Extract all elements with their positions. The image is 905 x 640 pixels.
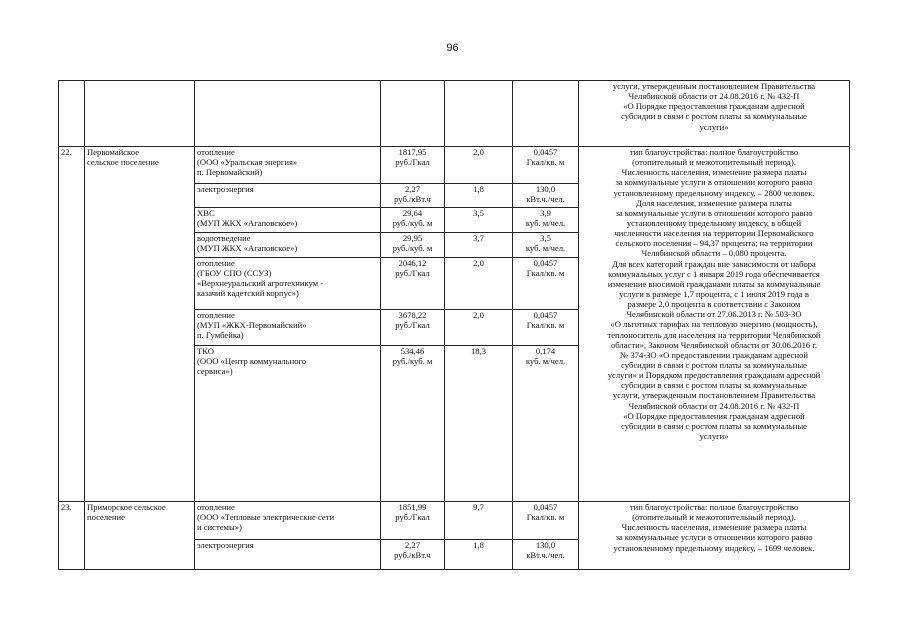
service-name: электроэнергия xyxy=(195,540,381,570)
norm-cell xyxy=(513,81,579,147)
norm-value: 3,5 куб. м/чел. xyxy=(513,233,579,258)
percent-value: 2,0 xyxy=(445,258,513,310)
service-name: отопление (МУП «ЖКХ-Первомайский» п. Гумбейка) xyxy=(195,310,381,346)
tariff-value: 2,27 руб./кВт.ч xyxy=(381,540,445,570)
norm-value: 0,0457 Гкал/кв. м xyxy=(513,147,579,184)
norm-value: 130,0 кВт.ч./чел. xyxy=(513,540,579,570)
service-name: отопление (ГБОУ СПО (ССУЗ) «Верхнеуральский агротехникум - казачий кадетский корпус») xyxy=(195,258,381,310)
percent-value: 3,7 xyxy=(445,233,513,258)
number-cell xyxy=(59,81,85,147)
norm-value: 130,0 кВт.ч./чел. xyxy=(513,184,579,208)
service-name: электроэнергия xyxy=(195,184,381,208)
section-description: тип благоустройства: полное благоустройство (отопительный и межотопительный период). Численность населения, изменение размера платы за коммунальные услуги в отношении которого равно установленному предельному индексу, – 1699 человек. xyxy=(579,502,850,570)
percent-value: 1,8 xyxy=(445,540,513,570)
service-cell xyxy=(195,81,381,147)
row-number: 23. xyxy=(59,502,85,570)
percent-value: 2,0 xyxy=(445,310,513,346)
norm-value: 0,0457 Гкал/кв. м xyxy=(513,310,579,346)
norm-value: 0,0457 Гкал/кв. м xyxy=(513,258,579,310)
row-number: 22. xyxy=(59,147,85,502)
service-name: водоотведение (МУП ЖКХ «Агаповское») xyxy=(195,233,381,258)
settlement-cell xyxy=(85,81,195,147)
tariff-table xyxy=(58,80,850,570)
tariff-value: 1851,99 руб./Гкал xyxy=(381,502,445,540)
tariff-value: 29,95 руб./куб. м xyxy=(381,233,445,258)
tariff-value: 3678,22 руб./Гкал xyxy=(381,310,445,346)
tariff-value: 1817,95 руб./Гкал xyxy=(381,147,445,184)
norm-value: 0,174 куб. м/чел. xyxy=(513,346,579,502)
percent-cell xyxy=(445,81,513,147)
tariff-value: 29,64 руб./куб. м xyxy=(381,208,445,233)
percent-value: 1,8 xyxy=(445,184,513,208)
table-row xyxy=(59,147,850,184)
tariff-value: 2046,12 руб./Гкал xyxy=(381,258,445,310)
page-number: 96 xyxy=(446,42,459,54)
percent-value: 3,5 xyxy=(445,208,513,233)
settlement-name: Первомайское сельское поселение xyxy=(85,147,195,502)
continuation-text: услуги, утвержденным постановлением Правительства Челябинской области от 24.08.2016 г. № 432-П «О Порядке предоставления гражданам адресной субсидии в связи с ростом платы за коммунальные услуги» xyxy=(579,81,850,147)
percent-value: 2,0 xyxy=(445,147,513,184)
section-description: тип благоустройства: полное благоустройство (отопительный и межотопительный период). Численность населения, изменение размера платы за коммунальные услуги в отношении которого равно установленному предельному индексу, – 2800 человек. Доля населения, изменение размера платы за коммунальные услуги в отношении которого равно установленному предельному индексу, в общей численности населения на территории Первомайского сельского поселения – 94,37 процента; на территории Челябинской области – 0,080 процента. Для всех категорий граждан вне зависимости от набора коммунальных услуг с 1 января 2019 года обеспечивается изменение вносимой гражданами платы за коммунальные услуги в размере 1,7 процента, с 1 июля 2019 года в размере 2,0 процента в соответствии с Законом Челябинской области от 27.06.2013 г. № 503-ЗО «О льготных тарифах на тепловую энергию (мощность), теплоноситель для населения на территории Челябинской области», Законом Челябинской области от 30.06.2016 г. № 374-ЗО «О предоставлении гражданам адресной субсидии в связи с ростом платы за коммунальные услуги» и Порядком предоставления гражданам адресной субсидии в связи с ростом платы за коммунальные услуги, утвержденным постановлением Правительства Челябинской области от 24.08.2016 г. № 432-П «О Порядке предоставления гражданам адресной субсидии в связи с ростом платы за коммунальные услуги» xyxy=(579,147,850,502)
norm-value: 0,0457 Гкал/кв. м xyxy=(513,502,579,540)
percent-value: 9,7 xyxy=(445,502,513,540)
tariff-cell xyxy=(381,81,445,147)
tariff-value: 534,46 руб./куб. м xyxy=(381,346,445,502)
settlement-name: Приморское сельское поселение xyxy=(85,502,195,570)
table-row xyxy=(59,502,850,540)
service-name: отопление (ООО «Тепловые электрические сети и системы») xyxy=(195,502,381,540)
service-name: отопление (ООО «Уральская энергия» п. Первомайский) xyxy=(195,147,381,184)
service-name: ХВС (МУП ЖКХ «Агаповское») xyxy=(195,208,381,233)
continuation-row xyxy=(59,81,850,147)
percent-value: 18,3 xyxy=(445,346,513,502)
norm-value: 3,9 куб. м/чел. xyxy=(513,208,579,233)
service-name: ТКО (ООО «Центр коммунального сервиса») xyxy=(195,346,381,502)
tariff-value: 2,27 руб./кВт.ч xyxy=(381,184,445,208)
